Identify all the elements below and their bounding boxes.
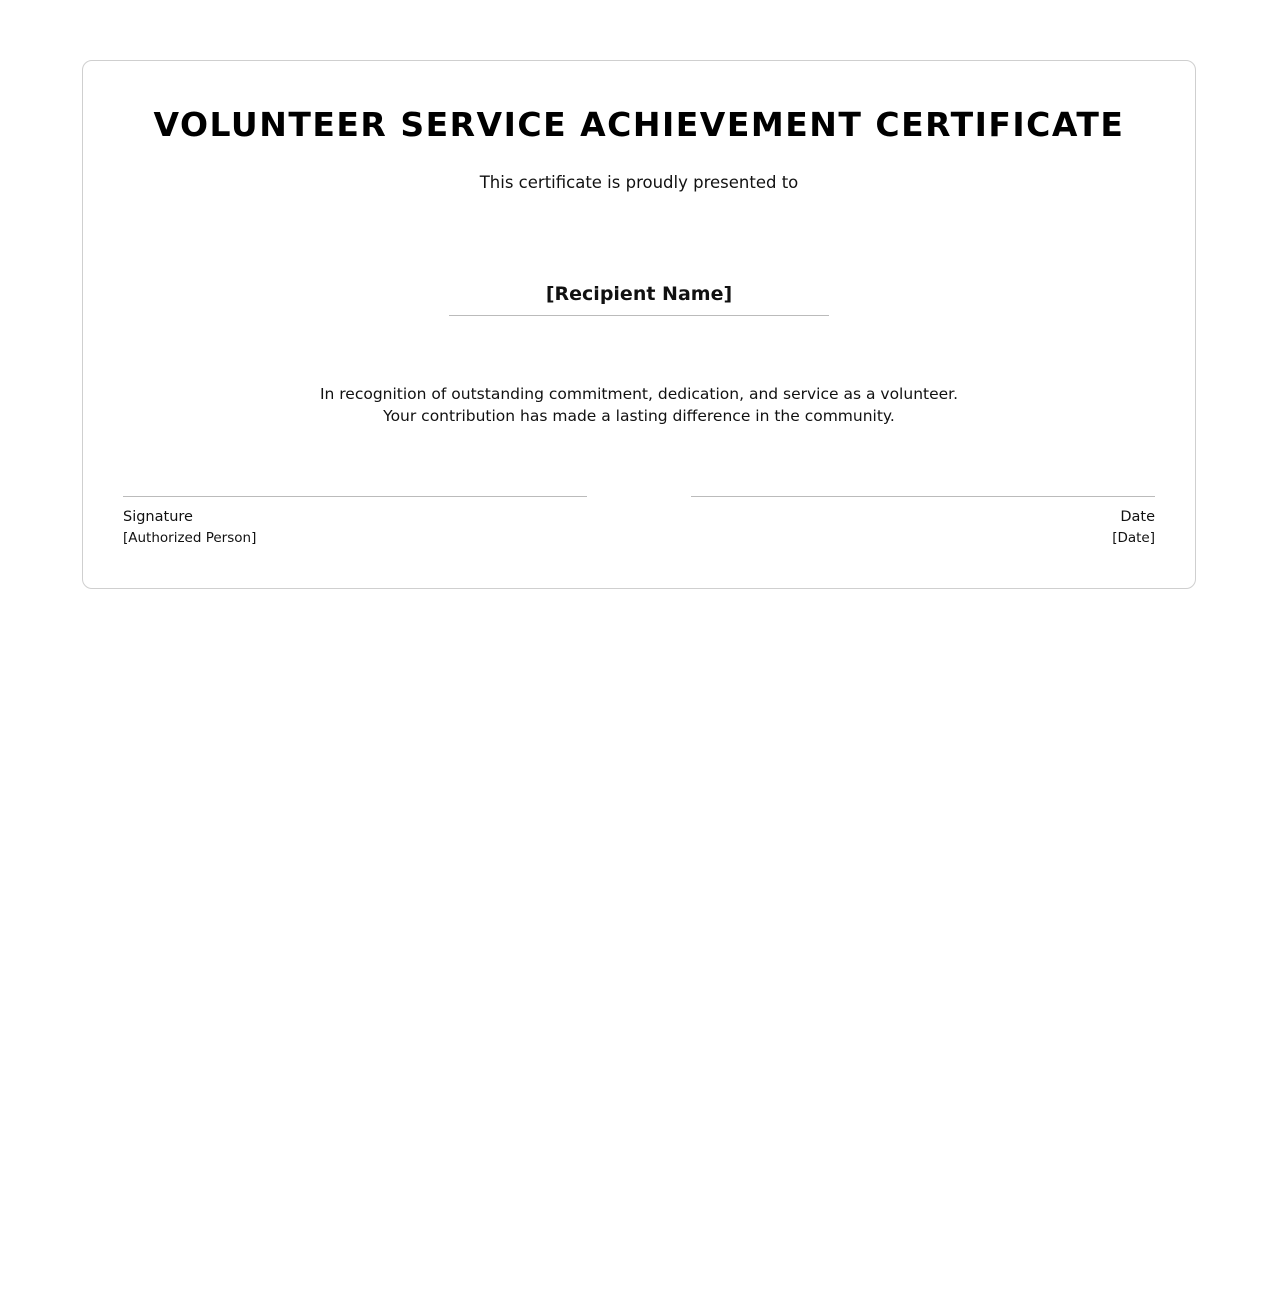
body-line-1: In recognition of outstanding commitment, dedication, and service as a volunteer. <box>319 385 959 403</box>
recipient-name: [Recipient Name] <box>449 283 829 316</box>
date-value: [Date] <box>1112 530 1155 546</box>
certificate-title: VOLUNTEER SERVICE ACHIEVEMENT CERTIFICATE <box>153 105 1125 144</box>
certificate-body <box>83 383 1195 427</box>
date-label: Date <box>1120 509 1155 525</box>
signature-label: Signature <box>123 509 193 525</box>
signature-value: [Authorized Person] <box>123 530 257 546</box>
body-line-2: Your contribution has made a lasting difference in the community. <box>383 407 895 425</box>
certificate-subtitle: This certificate is proudly presented to <box>479 173 799 192</box>
certificate-card <box>82 60 1196 589</box>
signature-line <box>123 496 587 497</box>
date-line <box>691 496 1155 497</box>
